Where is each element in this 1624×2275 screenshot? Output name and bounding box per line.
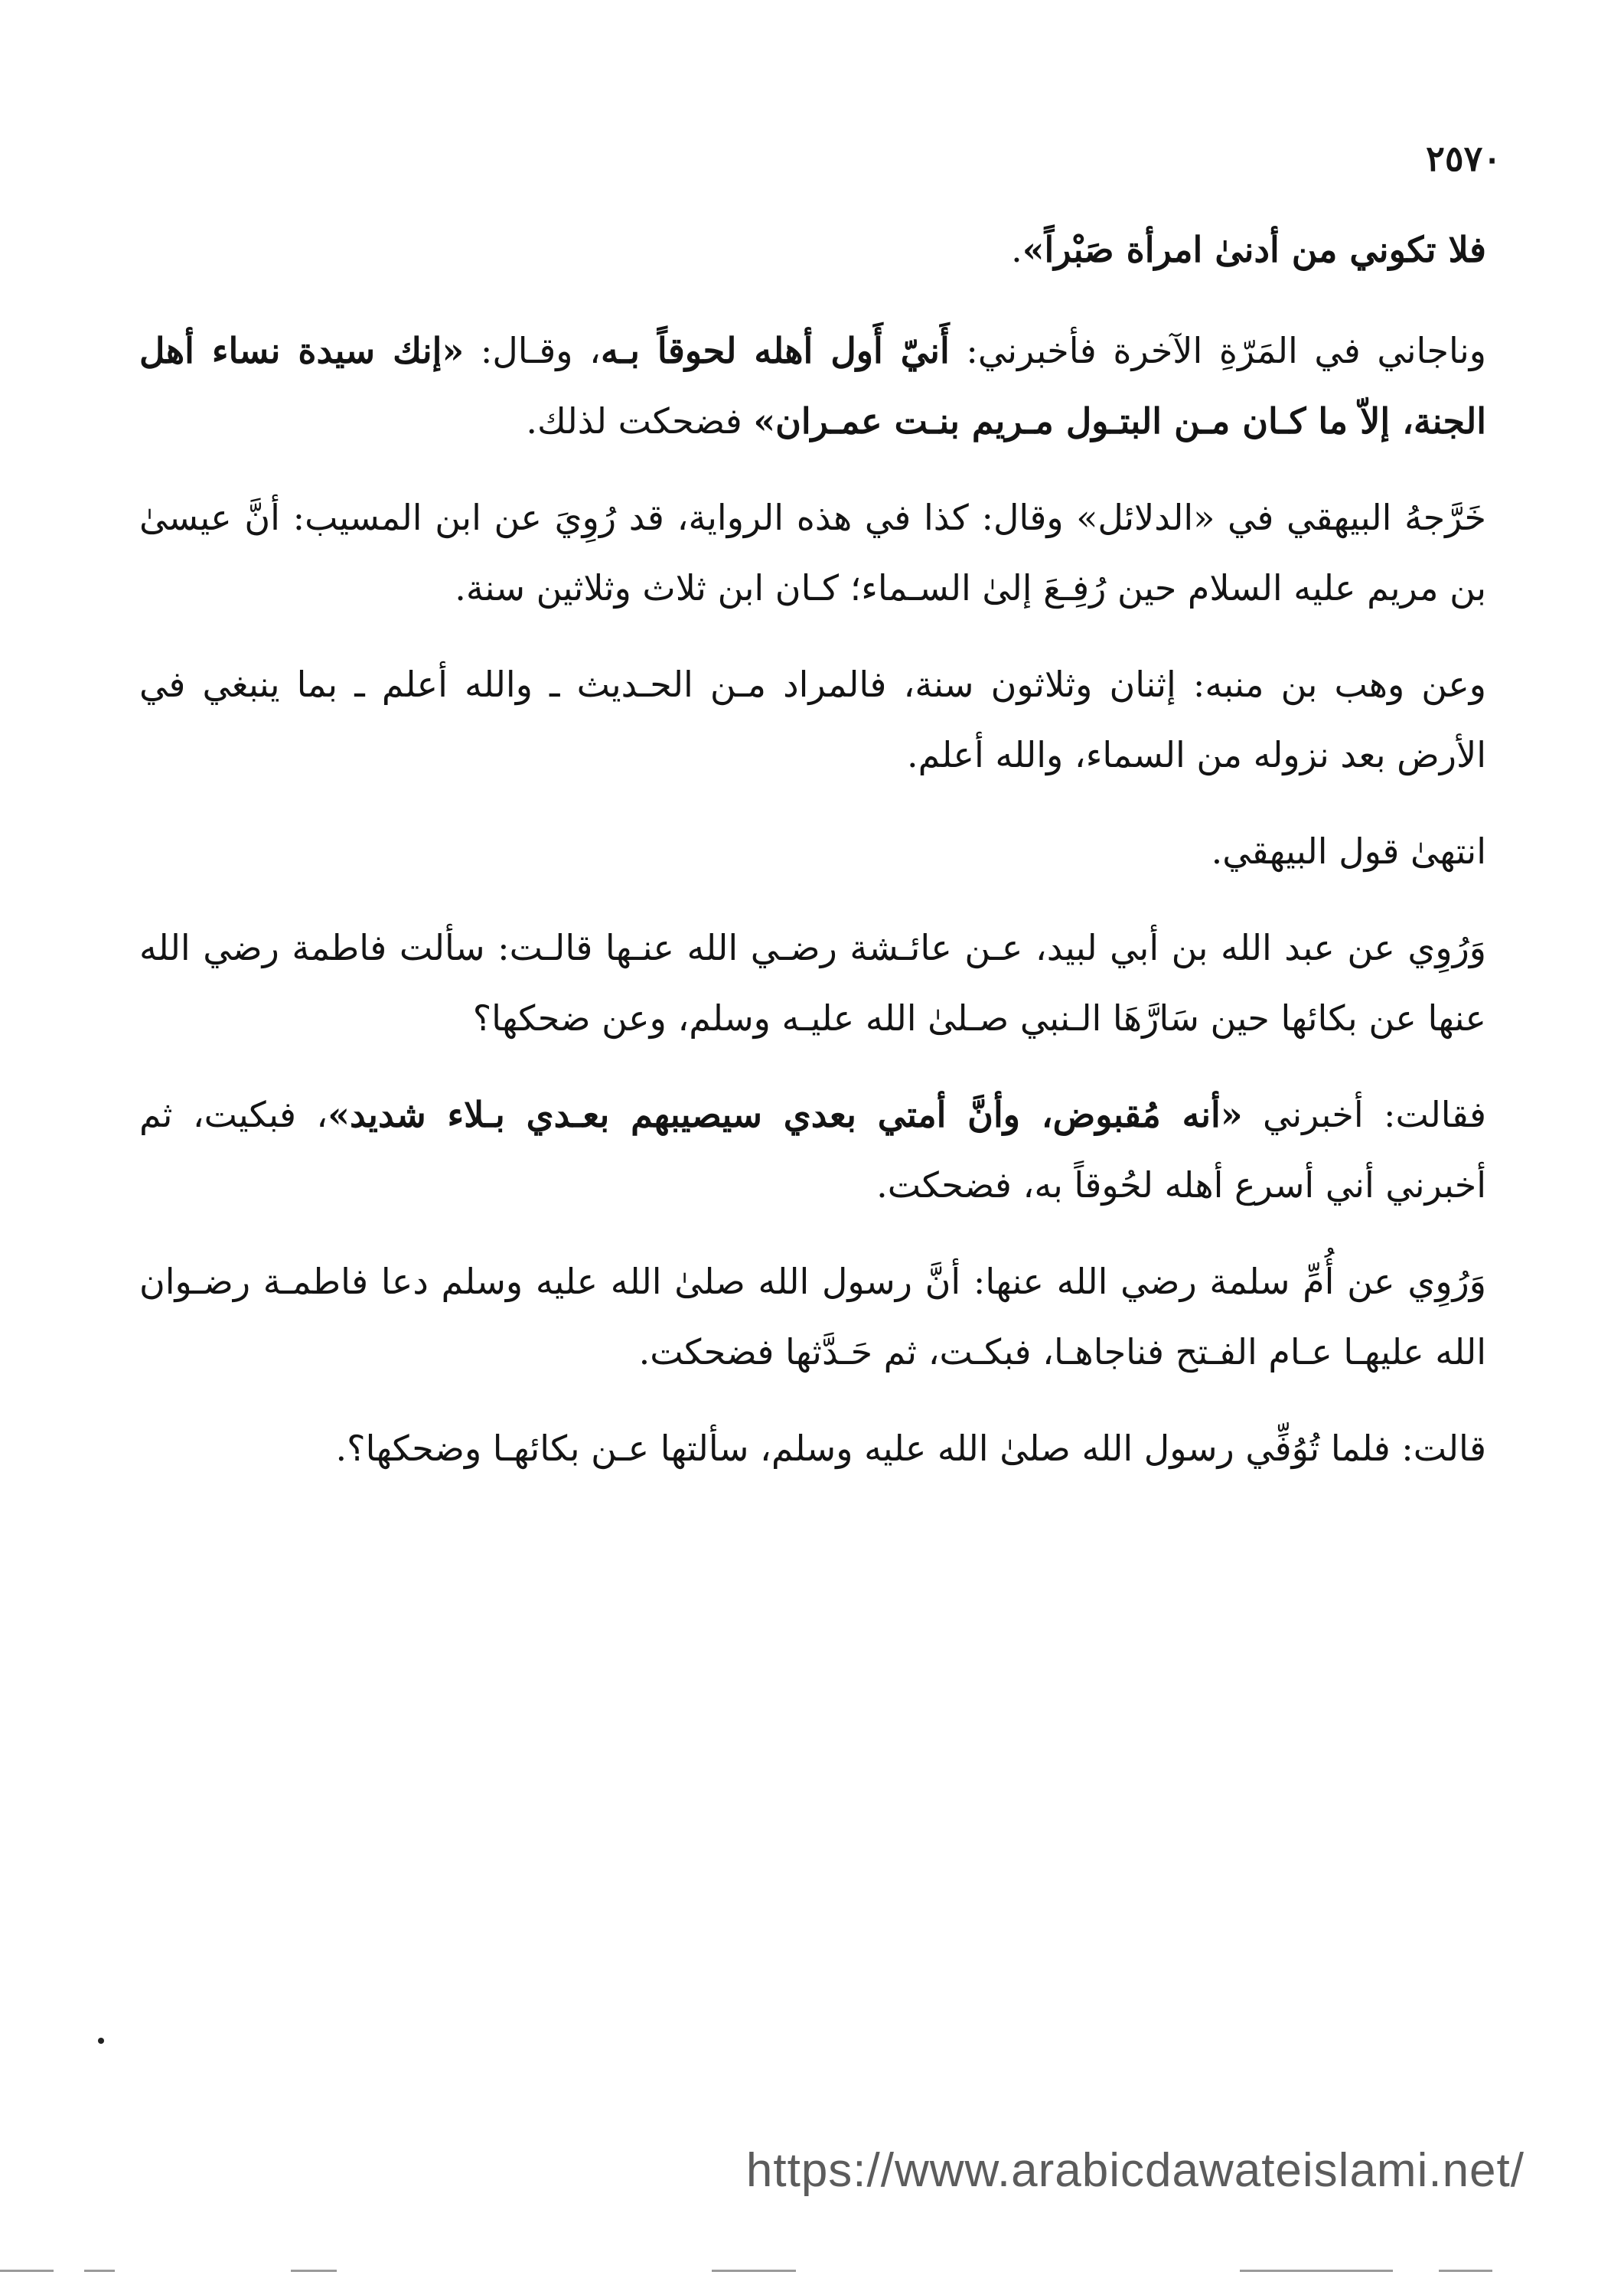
scan-mark [712,2270,796,2272]
text-run: انتهىٰ قول البيهقي. [1211,831,1486,872]
scan-mark [0,2270,54,2272]
page-number: ٢٥٧٠ [1426,138,1502,179]
text-run: وعن وهب بن منبه: إثنان وثلاثون سنة، فالمراد مـن الحـديث ـ والله أعلم ـ بما ينبغي في الأرض بعد نزوله من السماء، والله أعلم. [139,664,1486,775]
text-run: ، فبكيت، ثم أخبرني أني أسرع أهله لحُوقاً به، فضحكت. [139,1094,1486,1206]
text-run: فلا تكوني من أدنىٰ امرأة صَبْراً» [1022,229,1486,270]
paragraph [139,1246,1486,1387]
scan-mark [1439,2270,1492,2272]
paragraph [139,482,1486,623]
paragraph [139,1413,1486,1483]
text-run: ، وقـال: [464,330,601,371]
scan-mark [84,2270,115,2272]
paragraph [139,315,1486,456]
watermark-url: https://www.arabicdawateislami.net/ [745,2144,1525,2197]
scan-mark [291,2270,337,2272]
scan-mark [1240,2270,1393,2272]
body-text [139,214,1486,1510]
scan-dot [98,2038,104,2044]
text-run: قالت: فلما تُوُفِّي رسول الله صلىٰ الله عليه وسلم، سألتها عـن بكائهـا وضحكها؟. [335,1428,1486,1469]
text-run: «أنه مُقبوض، وأنَّ أمتي بعدي سيصيبهم بعـدي بـلاء شديد» [328,1094,1243,1135]
text-run: وناجاني في المَرّةِ الآخرة فأخبرني: [949,330,1486,371]
text-run: خَرَّجهُ البيهقي في «الدلائل» وقال: كذا في هذه الرواية، قد رُوِيَ عن ابن المسيب: أنَّ عيسىٰ بن مريم عليه السلام حين رُفِـعَ إلىٰ السـماء؛ كـان ابن ثلاث وثلاثين سنة. [139,497,1486,609]
text-run: . [1011,229,1022,270]
paragraph [139,214,1486,285]
text-run: فقالت: أخبرني [1242,1094,1487,1135]
text-run: فضحكت لذلك. [526,400,754,442]
text-run: وَرُوِي عن عبد الله بن أبي لبيد، عـن عائـشة رضـي الله عنـها قالـت: سألت فاطمة رضي الله عنها عن بكائها حين سَارَّهَا الـنبي صـلىٰ الله عليـه وسلم، وعن ضحكها؟ [139,927,1486,1039]
paragraph [139,1079,1486,1220]
paragraph [139,816,1486,886]
text-run: أَنيّ أَول أهله لحوقاً بـه [600,330,950,371]
paragraph [139,649,1486,790]
scan-edge-marks [0,2264,1624,2275]
paragraph [139,912,1486,1053]
text-run: وَرُوِي عن أُمِّ سلمة رضي الله عنها: أنَّ رسول الله صلىٰ الله عليه وسلم دعا فاطمـة رضـوان الله عليهـا عـام الفـتح فناجاهـا، فبكـت، ثم حَـدَّثها فضحكت. [139,1261,1486,1373]
text-run: «إنك سيدة نساء أهل الجنة، إلاّ ما كـان مـن البتـول مـريم بنـت عمـران» [139,330,1486,442]
